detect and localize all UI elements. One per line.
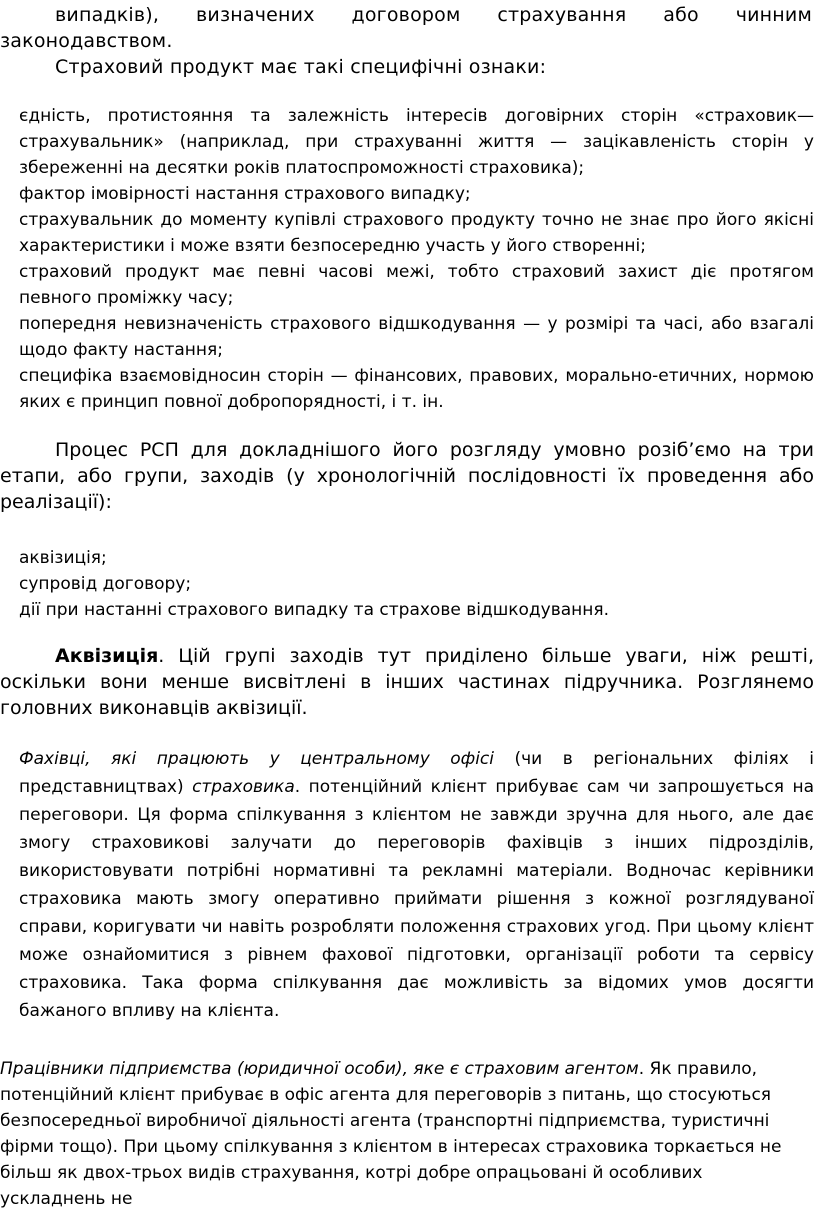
employees-paragraph <box>0 1056 790 1212</box>
feature-item: страховий продукт має певні часові межі, тобто страховий захист діє протягом певного проміжку часу; <box>19 262 814 308</box>
central-office-insurer: страховика <box>192 777 295 797</box>
feature-item: страхувальник до моменту купівлі страхового продукту точно не знає про його якісні характеристики і може взяти безпосередню участь у його створенні; <box>19 210 814 256</box>
central-office-text-2: . потенційний клієнт прибуває сам чи запрошується на переговори. Ця форма спілкування з клієнтом не завжди зручна для нього, але дає змогу страховикові залучати до переговорів фахівців з інших підрозділів, використовувати потрібні нормативні та рекламні матеріали. Водночас керівники страховика мають змогу оперативно приймати рішення з кожної розглядуваної справи, коригувати чи навіть розробляти положення страхових угод. При цьому клієнт може ознайомитися з рівнем фахової підготовки, організації роботи та сервісу страховика. Така форма спілкування дає можливість за відомих умов досягти бажаного впливу на клієнта. <box>19 777 814 1021</box>
top-paragraph-line-2: законодавством. <box>0 30 173 52</box>
central-office-lead: Фахівці, які працюють у центральному офісі <box>19 749 494 769</box>
stages-list <box>19 545 609 623</box>
process-paragraph: Процес РСП для докладнішого його розгляду умовно розіб’ємо на три етапи, або групи, заходів (у хронологічній послідовності їх проведення або реалізації): <box>0 439 814 513</box>
feature-item: попередня невизначеність страхового відшкодування — у розмірі та часі, або взагалі щодо факту настання; <box>19 314 814 360</box>
top-paragraph <box>0 2 812 54</box>
stage-item: аквізиція; <box>19 548 107 568</box>
employees-text: . Як правило, потенційний клієнт прибуває в офіс агента для переговорів з питань, що стосуються безпосередньої виробничої діяльності агента (транспортні підприємства, туристичні фірми тощо). При цьому спілкування з клієнтом в інтересах страховика торкається не більш як двох-трьох видів страхування, котрі добре опрацьовані й особливих ускладнень не <box>0 1059 782 1209</box>
stage-item: супровід договору; <box>19 574 192 594</box>
acquisition-text: . Цій групі заходів тут приділено більше уваги, ніж решті, оскільки вони менше висвітлені в інших частинах підручника. Розглянемо головних виконавців аквізиції. <box>0 645 814 719</box>
feature-item: єдність, протистояння та залежність інтересів договірних сторін «страховик—страхувальник» (наприклад, при страхуванні життя — зацікавленість сторін у збереженні на десятки років платоспроможності страховика); <box>19 106 814 178</box>
feature-item: фактор імовірності настання страхового випадку; <box>19 184 471 204</box>
central-office-paragraph <box>19 745 814 1025</box>
employees-lead: Працівники підприємства (юридичної особи), яке є страховим агентом <box>0 1059 639 1079</box>
features-list <box>19 103 814 415</box>
top-paragraph-line-1: випадків), визначених договором страхування або чинним <box>55 4 812 26</box>
feature-item: специфіка взаємовідносин сторін — фінансових, правових, морально-етичних, нормою яких є принцип повної добропорядності, і т. ін. <box>19 366 814 412</box>
acquisition-paragraph <box>0 643 814 721</box>
central-office-text-1: (чи в регіональних філіях і представництвах) <box>19 749 814 797</box>
acquisition-heading: Аквізиція <box>55 645 159 667</box>
stage-item: дії при настанні страхового випадку та страхове відшкодування. <box>19 600 610 620</box>
features-intro: Страховий продукт має такі специфічні ознаки: <box>55 56 547 78</box>
